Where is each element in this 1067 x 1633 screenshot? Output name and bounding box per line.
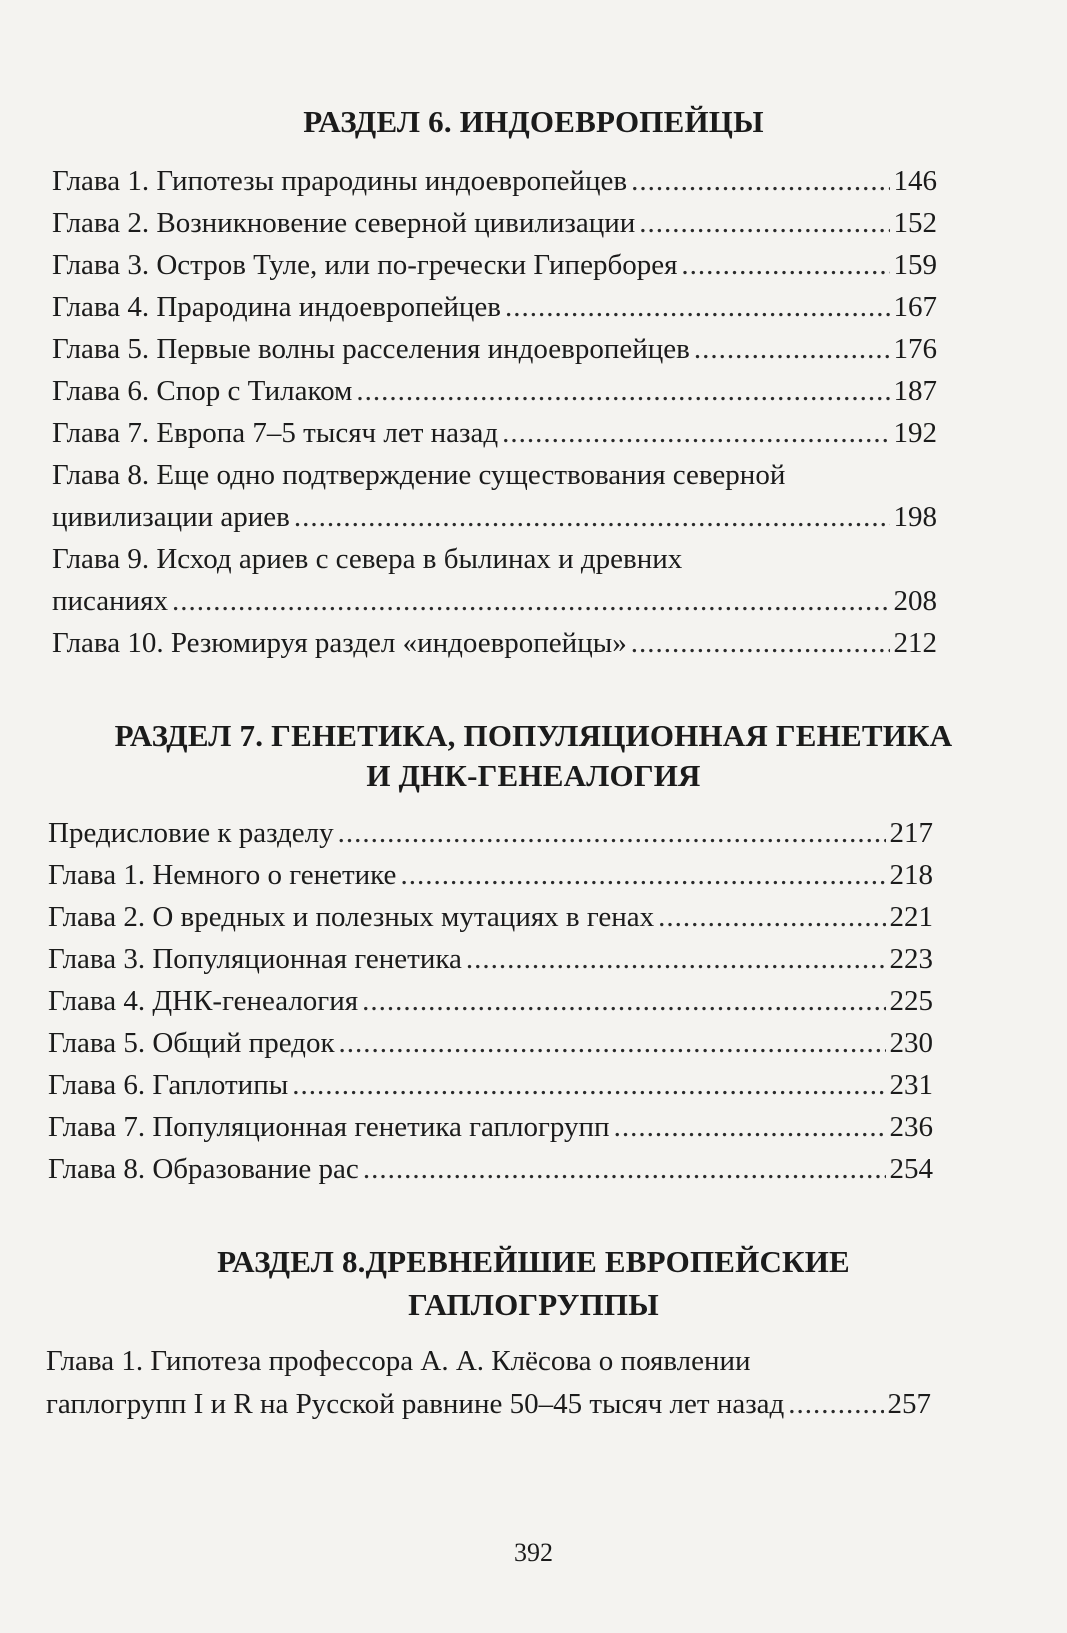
dot-leader: [681, 249, 889, 282]
section-8-title: РАЗДЕЛ 8.ДРЕВНЕЙШИЕ ЕВРОПЕЙСКИЕ: [217, 1244, 850, 1279]
dot-leader: [639, 207, 889, 240]
toc-entry: [48, 1153, 933, 1195]
toc-entry-page: 257: [887, 1388, 931, 1420]
dot-leader: [505, 291, 890, 324]
dot-leader: [338, 817, 886, 850]
section-8-title-line-2: ГАПЛОГРУППЫ: [408, 1287, 659, 1322]
toc-entry-title: Глава 6. Гаплотипы: [48, 1069, 289, 1101]
toc-entry-title: Глава 1. Немного о генетике: [48, 859, 397, 891]
toc-entry: [48, 1069, 933, 1111]
toc-entry-page: 217: [889, 817, 933, 849]
toc-entry: [48, 817, 933, 859]
toc-entry-title: Глава 7. Популяционная генетика гаплогрупп: [48, 1111, 610, 1143]
toc-entry-page: 192: [893, 417, 937, 449]
toc-entry-title-continuation: цивилизации ариев: [52, 501, 290, 533]
toc-entry-page: 187: [893, 375, 937, 407]
dot-leader: [631, 165, 889, 198]
toc-entry-page: 218: [889, 859, 933, 891]
toc-entry-title: Глава 4. Прародина индоевропейцев: [52, 291, 501, 323]
toc-entry: [48, 1111, 933, 1153]
toc-entry-title: Глава 2. Возникновение северной цивилизации: [52, 207, 636, 239]
toc-entry: [52, 627, 937, 669]
toc-entry: [52, 375, 937, 417]
dot-leader: [356, 375, 889, 408]
toc-entry-wrapped-first-line: [52, 543, 937, 585]
toc-entry-page: 159: [893, 249, 937, 281]
toc-entry-title: Глава 10. Резюмируя раздел «индоевропейцы»: [52, 627, 627, 659]
toc-entry-page: 225: [889, 985, 933, 1017]
toc-entry-title: Глава 2. О вредных и полезных мутациях в генах: [48, 901, 655, 933]
toc-entry-title: Глава 8. Образование рас: [48, 1153, 359, 1185]
toc-entry-wrapped-first-line: [52, 459, 937, 501]
toc-entry: [52, 585, 937, 627]
toc-entry-page: 236: [889, 1111, 933, 1143]
toc-entry: [48, 943, 933, 985]
toc-entry-title: Глава 5. Первые волны расселения индоевропейцев: [52, 333, 690, 365]
dot-leader: [466, 943, 886, 976]
toc-entry-page: 208: [893, 585, 937, 617]
toc-entry-title: Глава 1. Гипотезы прародины индоевропейцев: [52, 165, 628, 197]
toc-entry-page: 198: [893, 501, 937, 533]
dot-leader: [339, 1027, 886, 1060]
toc-entry-title: Глава 7. Европа 7–5 тысяч лет назад: [52, 417, 499, 449]
toc-entry: [52, 207, 937, 249]
toc-entry-title-continuation: писаниях: [52, 585, 169, 617]
toc-entry-title: Предисловие к разделу: [48, 817, 334, 849]
toc-entry: [52, 291, 937, 333]
dot-leader: [172, 585, 889, 618]
toc-entry: [52, 501, 937, 543]
toc-entry: [48, 985, 933, 1027]
toc-entry-title: Глава 8. Еще одно подтверждение существования северной: [52, 459, 786, 491]
toc-entry-page: 212: [893, 627, 937, 659]
dot-leader: [363, 1153, 886, 1186]
toc-entry-title: Глава 1. Гипотеза профессора А. А. Клёсова о появлении: [46, 1345, 751, 1377]
toc-entry-title: Глава 4. ДНК-генеалогия: [48, 985, 359, 1017]
toc-entry-page: 230: [889, 1027, 933, 1059]
toc-entry-page: 231: [889, 1069, 933, 1101]
dot-leader: [631, 627, 890, 660]
toc-entry-page: 254: [889, 1153, 933, 1185]
toc-entry: [46, 1388, 931, 1430]
toc-entry: [52, 249, 937, 291]
dot-leader: [400, 859, 885, 892]
dot-leader: [362, 985, 885, 1018]
section-7-toc: [48, 817, 933, 1197]
dot-leader: [694, 333, 890, 366]
toc-entry-page: 167: [893, 291, 937, 323]
page-number: 392: [514, 1538, 553, 1567]
toc-entry-wrapped-first-line: [46, 1345, 931, 1387]
section-7-title: РАЗДЕЛ 7. ГЕНЕТИКА, ПОПУЛЯЦИОННАЯ ГЕНЕТИКА: [114, 718, 953, 753]
toc-entry-title: Глава 3. Популяционная генетика: [48, 943, 462, 975]
toc-entry-title: Глава 9. Исход ариев с севера в былинах и древних: [52, 543, 683, 575]
toc-entry-page: 221: [889, 901, 933, 933]
toc-entry: [52, 333, 937, 375]
dot-leader: [788, 1388, 883, 1421]
toc-entry-title: Глава 3. Остров Туле, или по-гречески Гиперборея: [52, 249, 678, 281]
section-7-title-line-2: И ДНК-ГЕНЕАЛОГИЯ: [366, 758, 701, 793]
section-8-toc: [46, 1345, 931, 1435]
toc-entry-page: 152: [893, 207, 937, 239]
section-6-toc: [52, 165, 937, 665]
toc-entry-title: Глава 5. Общий предок: [48, 1027, 335, 1059]
toc-entry-page: 146: [893, 165, 937, 197]
dot-leader: [614, 1111, 886, 1144]
toc-entry-title-continuation: гаплогрупп I и R на Русской равнине 50–45 тысяч лет назад: [46, 1388, 785, 1420]
toc-entry-page: 223: [889, 943, 933, 975]
toc-entry: [48, 1027, 933, 1069]
dot-leader: [292, 1069, 885, 1102]
dot-leader: [658, 901, 885, 934]
toc-entry: [48, 859, 933, 901]
toc-entry: [48, 901, 933, 943]
toc-entry-title: Глава 6. Спор с Тилаком: [52, 375, 353, 407]
dot-leader: [502, 417, 889, 450]
toc-entry: [52, 417, 937, 459]
section-6-title: РАЗДЕЛ 6. ИНДОЕВРОПЕЙЦЫ: [303, 104, 764, 139]
toc-entry-page: 176: [893, 333, 937, 365]
dot-leader: [294, 501, 890, 534]
toc-entry: [52, 165, 937, 207]
